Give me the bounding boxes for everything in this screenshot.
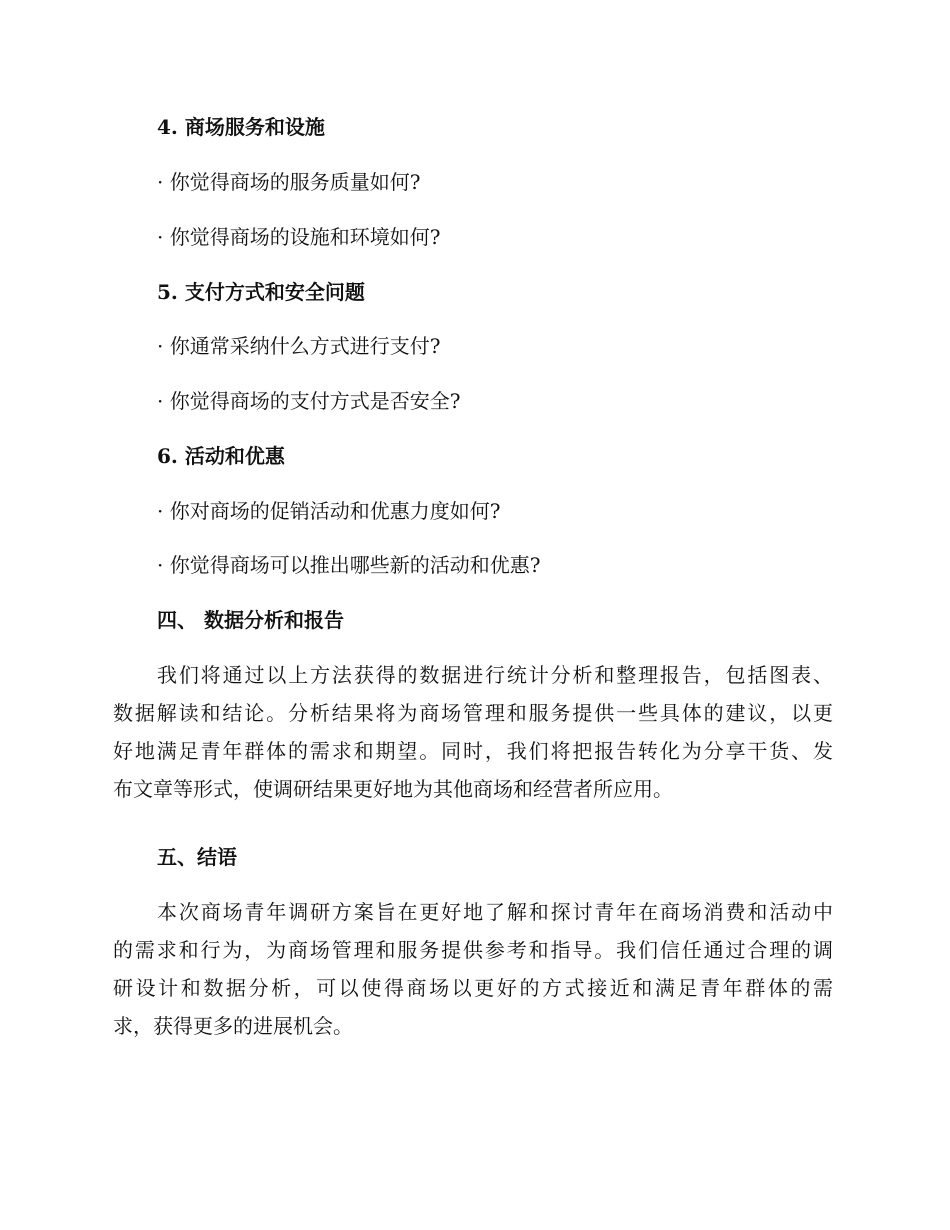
list-item: · 你对商场的促销活动和优惠力度如何? <box>157 499 501 523</box>
list-item: · 你通常采纳什么方式进行支付? <box>157 334 441 358</box>
paragraph-data-analysis <box>113 656 833 808</box>
list-item: · 你觉得商场的设施和环境如何? <box>157 225 441 249</box>
list-item: · 你觉得商场可以推出哪些新的活动和优惠? <box>157 553 541 577</box>
paragraph-line: 数据解读和结论。分析结果将为商场管理和服务提供一些具体的建议，以更 <box>113 701 833 725</box>
part-heading-5: 五、结语 <box>157 845 237 869</box>
list-item: · 你觉得商场的服务质量如何? <box>157 170 421 194</box>
section-heading-5: 5. 支付方式和安全问题 <box>157 280 365 304</box>
paragraph-line: 的需求和行为，为商场管理和服务提供参考和指导。我们信任通过合理的调 <box>113 938 833 962</box>
paragraph-line: 好地满足青年群体的需求和期望。同时，我们将把报告转化为分享干货、发 <box>113 739 833 763</box>
list-item: · 你觉得商场的支付方式是否安全? <box>157 389 461 413</box>
paragraph-line: 求，获得更多的进展机会。 <box>113 1014 353 1038</box>
part-heading-4: 四、 数据分析和报告 <box>157 608 344 632</box>
paragraph-line: 本次商场青年调研方案旨在更好地了解和探讨青年在商场消费和活动中 <box>157 900 833 924</box>
section-heading-4: 4. 商场服务和设施 <box>157 115 325 139</box>
paragraph-line: 我们将通过以上方法获得的数据进行统计分析和整理报告，包括图表、 <box>157 663 833 687</box>
section-heading-6: 6. 活动和优惠 <box>157 444 285 468</box>
paragraph-line: 研设计和数据分析，可以使得商场以更好的方式接近和满足青年群体的需 <box>113 976 833 1000</box>
paragraph-line: 布文章等形式，使调研结果更好地为其他商场和经营者所应用。 <box>113 777 673 801</box>
paragraph-conclusion <box>113 893 833 1045</box>
